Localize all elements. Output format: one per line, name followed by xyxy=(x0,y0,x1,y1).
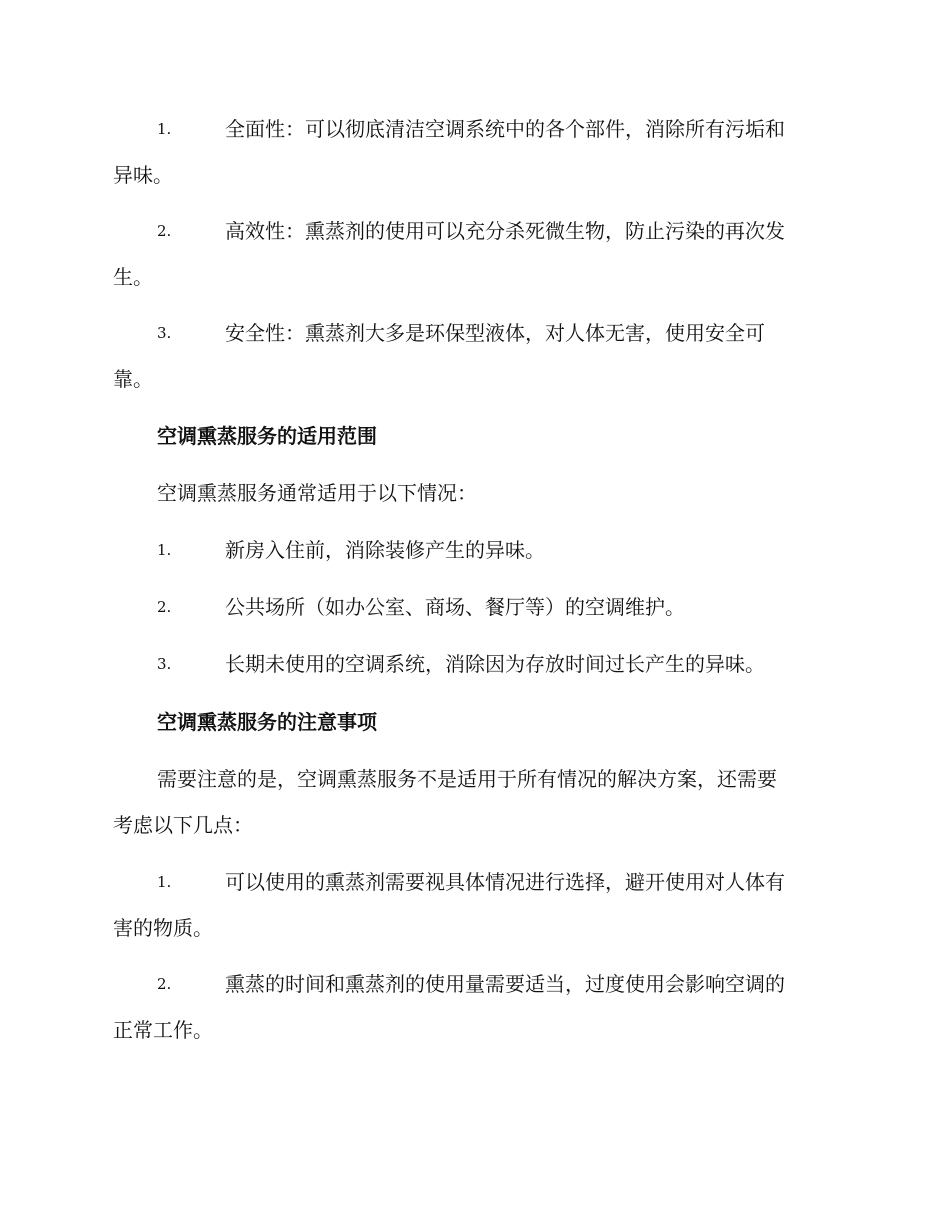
paragraph-text: 空调熏蒸服务通常适用于以下情况： xyxy=(157,481,477,505)
list-item xyxy=(113,106,835,198)
list-item-text: 新房入住前，消除装修产生的异味。 xyxy=(225,538,545,562)
list-number: 2. xyxy=(157,222,172,240)
list-number: 3. xyxy=(157,655,172,673)
paragraph xyxy=(113,470,835,516)
list-item-text: 高效性：熏蒸剂的使用可以充分杀死微生物，防止污染的再次发 xyxy=(225,219,785,243)
list-item xyxy=(113,584,835,630)
list-item xyxy=(113,310,835,402)
section-heading: 空调熏蒸服务的适用范围 xyxy=(157,424,377,448)
list-number: 1. xyxy=(157,120,172,138)
list-item xyxy=(113,527,835,573)
list-item xyxy=(113,208,835,300)
list-number: 2. xyxy=(157,598,172,616)
list-item xyxy=(113,641,835,687)
list-item-continuation: 异味。 xyxy=(113,163,173,187)
section-heading: 空调熏蒸服务的注意事项 xyxy=(157,710,377,734)
list-number: 1. xyxy=(157,873,172,891)
list-item-text: 熏蒸的时间和熏蒸剂的使用量需要适当，过度使用会影响空调的 xyxy=(225,972,785,996)
list-number: 1. xyxy=(157,541,172,559)
paragraph xyxy=(113,756,835,848)
list-item-text: 可以使用的熏蒸剂需要视具体情况进行选择，避开使用对人体有 xyxy=(225,870,785,894)
list-number: 3. xyxy=(157,324,172,342)
list-item-continuation: 正常工作。 xyxy=(113,1018,213,1042)
list-item-text: 安全性：熏蒸剂大多是环保型液体，对人体无害，使用安全可 xyxy=(225,321,765,345)
list-item xyxy=(113,961,835,1053)
list-item-text: 全面性：可以彻底清洁空调系统中的各个部件，消除所有污垢和 xyxy=(225,117,785,141)
list-item-text: 公共场所（如办公室、商场、餐厅等）的空调维护。 xyxy=(225,595,685,619)
list-number: 2. xyxy=(157,975,172,993)
paragraph-text: 需要注意的是，空调熏蒸服务不是适用于所有情况的解决方案，还需要 xyxy=(157,767,777,791)
list-item-continuation: 靠。 xyxy=(113,367,153,391)
paragraph-continuation: 考虑以下几点： xyxy=(113,813,253,837)
list-item xyxy=(113,859,835,951)
list-item-text: 长期未使用的空调系统，消除因为存放时间过长产生的异味。 xyxy=(225,652,765,676)
list-item-continuation: 生。 xyxy=(113,265,153,289)
list-item-continuation: 害的物质。 xyxy=(113,916,213,940)
